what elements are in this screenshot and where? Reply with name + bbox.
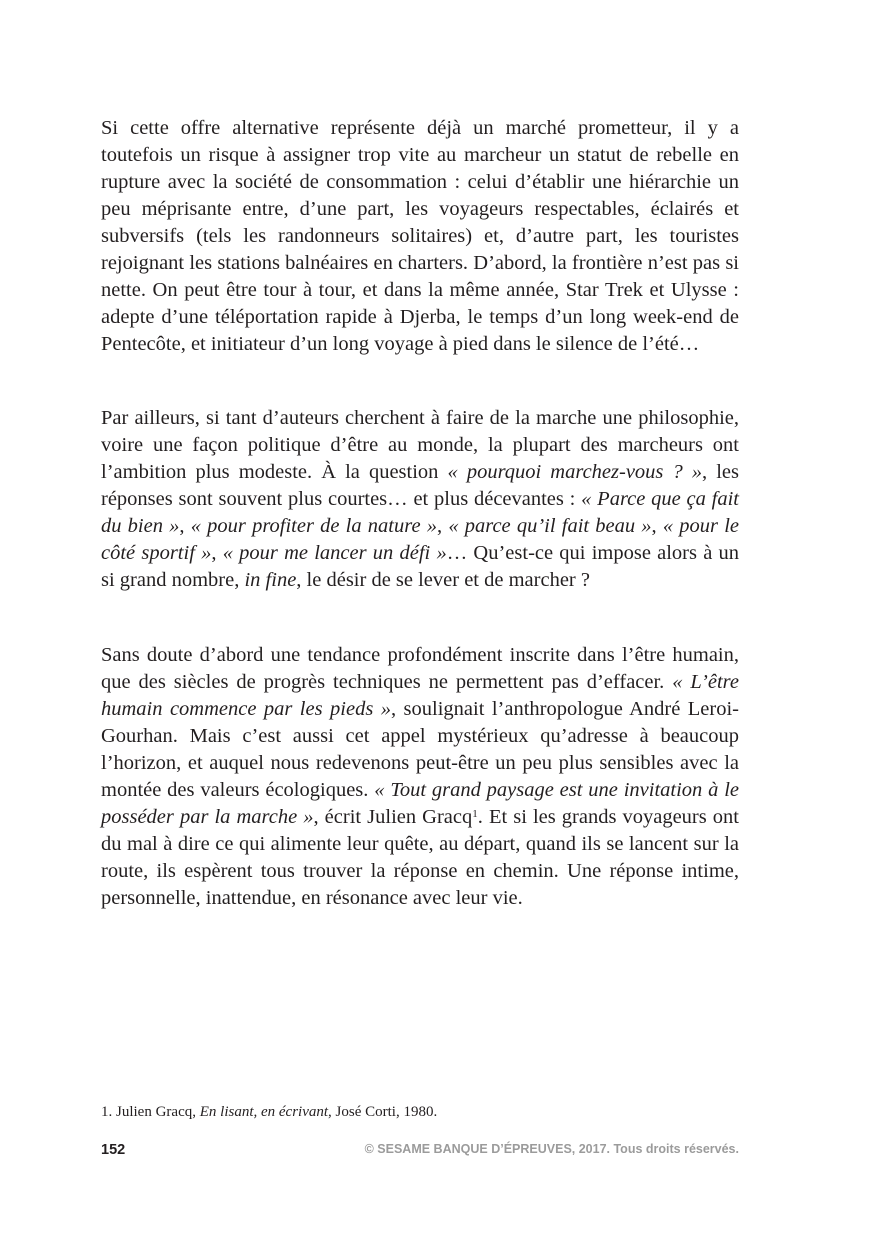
footnote-number: 1.: [101, 1104, 113, 1120]
paragraph-2: [101, 405, 739, 594]
text-segment: ,: [179, 515, 191, 537]
italic-text-segment: « parce qu’il fait beau »: [448, 515, 652, 537]
footnote-title: En lisant, en écrivant: [199, 1104, 329, 1120]
italic-text-segment: « pour me lancer un défi »: [222, 542, 447, 564]
text-segment: ,: [437, 515, 449, 537]
page-number: 152: [101, 1142, 126, 1158]
text-segment: ,: [651, 515, 663, 537]
copyright-notice: © SESAME BANQUE D’ÉPREUVES, 2017. Tous droits réservés.: [364, 1142, 739, 1156]
text-segment: . Et si les grands voyageurs ont du mal à dire ce qui alimente leur quête, au départ, quand ils se lancent sur la route, ils espèrent tous trouver la réponse en chemin. Une réponse intime, personnelle, inattendue, en résonance avec leur vie.: [101, 806, 739, 909]
footnote: [101, 1104, 739, 1121]
text-segment: , soulignait l’anthropologue André Leroi-Gourhan. Mais c’est aussi cet appel mystérieux qu’adresse à beaucoup l’horizon, et auquel nous redevenons peut-être un peu plus sensibles avec la montée des valeurs écologiques.: [101, 698, 739, 801]
text-segment: ,: [211, 542, 223, 564]
italic-text-segment: « pour profiter de la nature »: [190, 515, 437, 537]
footnote-reference: 1: [472, 808, 478, 820]
text-segment: Sans doute d’abord une tendance profondément inscrite dans l’être humain, que des siècles de progrès techniques ne permettent pas d’effacer.: [101, 644, 739, 693]
text-segment: , les réponses sont souvent plus courtes… et plus décevantes :: [101, 461, 739, 510]
italic-text-segment: « pour le côté sportif »: [101, 515, 739, 564]
italic-text-segment: « pourquoi marchez-vous ? »: [447, 461, 703, 483]
italic-text-segment: « Parce que ça fait du bien »: [101, 488, 739, 537]
footnote-author: Julien Gracq,: [116, 1104, 196, 1120]
text-segment: , écrit Julien Gracq: [313, 806, 473, 828]
italic-text-segment: « L’être humain commence par les pieds »: [101, 671, 739, 720]
paragraph-1: [101, 115, 739, 358]
paragraph-3: [101, 642, 739, 912]
text-segment: , le désir de se lever et de marcher ?: [296, 569, 590, 591]
text-segment: … Qu’est-ce qui impose alors à un si grand nombre,: [101, 542, 739, 591]
footnote-publisher: , José Corti, 1980.: [328, 1104, 438, 1120]
italic-text-segment: « Tout grand paysage est une invitation à le posséder par la marche »: [101, 779, 739, 828]
italic-text-segment: in fine: [244, 569, 297, 591]
text-segment: Par ailleurs, si tant d’auteurs cherchent à faire de la marche une philosophie, voire une façon politique d’être au monde, la plupart des marcheurs ont l’ambition plus modeste. À la question: [101, 407, 739, 483]
text-segment: Si cette offre alternative représente déjà un marché prometteur, il y a toutefois un risque à assigner trop vite au marcheur un statut de rebelle en rupture avec la société de consommation : celui d’établir une hiérarchie un peu méprisante entre, d’une part, les voyageurs respectables, éclairés et subversifs (tels les randonneurs solitaires) et, d’autre part, les touristes rejoignant les stations balnéaires en charters. D’abord, la frontière n’est pas si nette. On peut être tour à tour, et dans la même année, Star Trek et Ulysse : adepte d’une téléportation rapide à Djerba, le temps d’un long week-end de Pentecôte, et initiateur d’un long voyage à pied dans le silence de l’été…: [101, 117, 739, 355]
